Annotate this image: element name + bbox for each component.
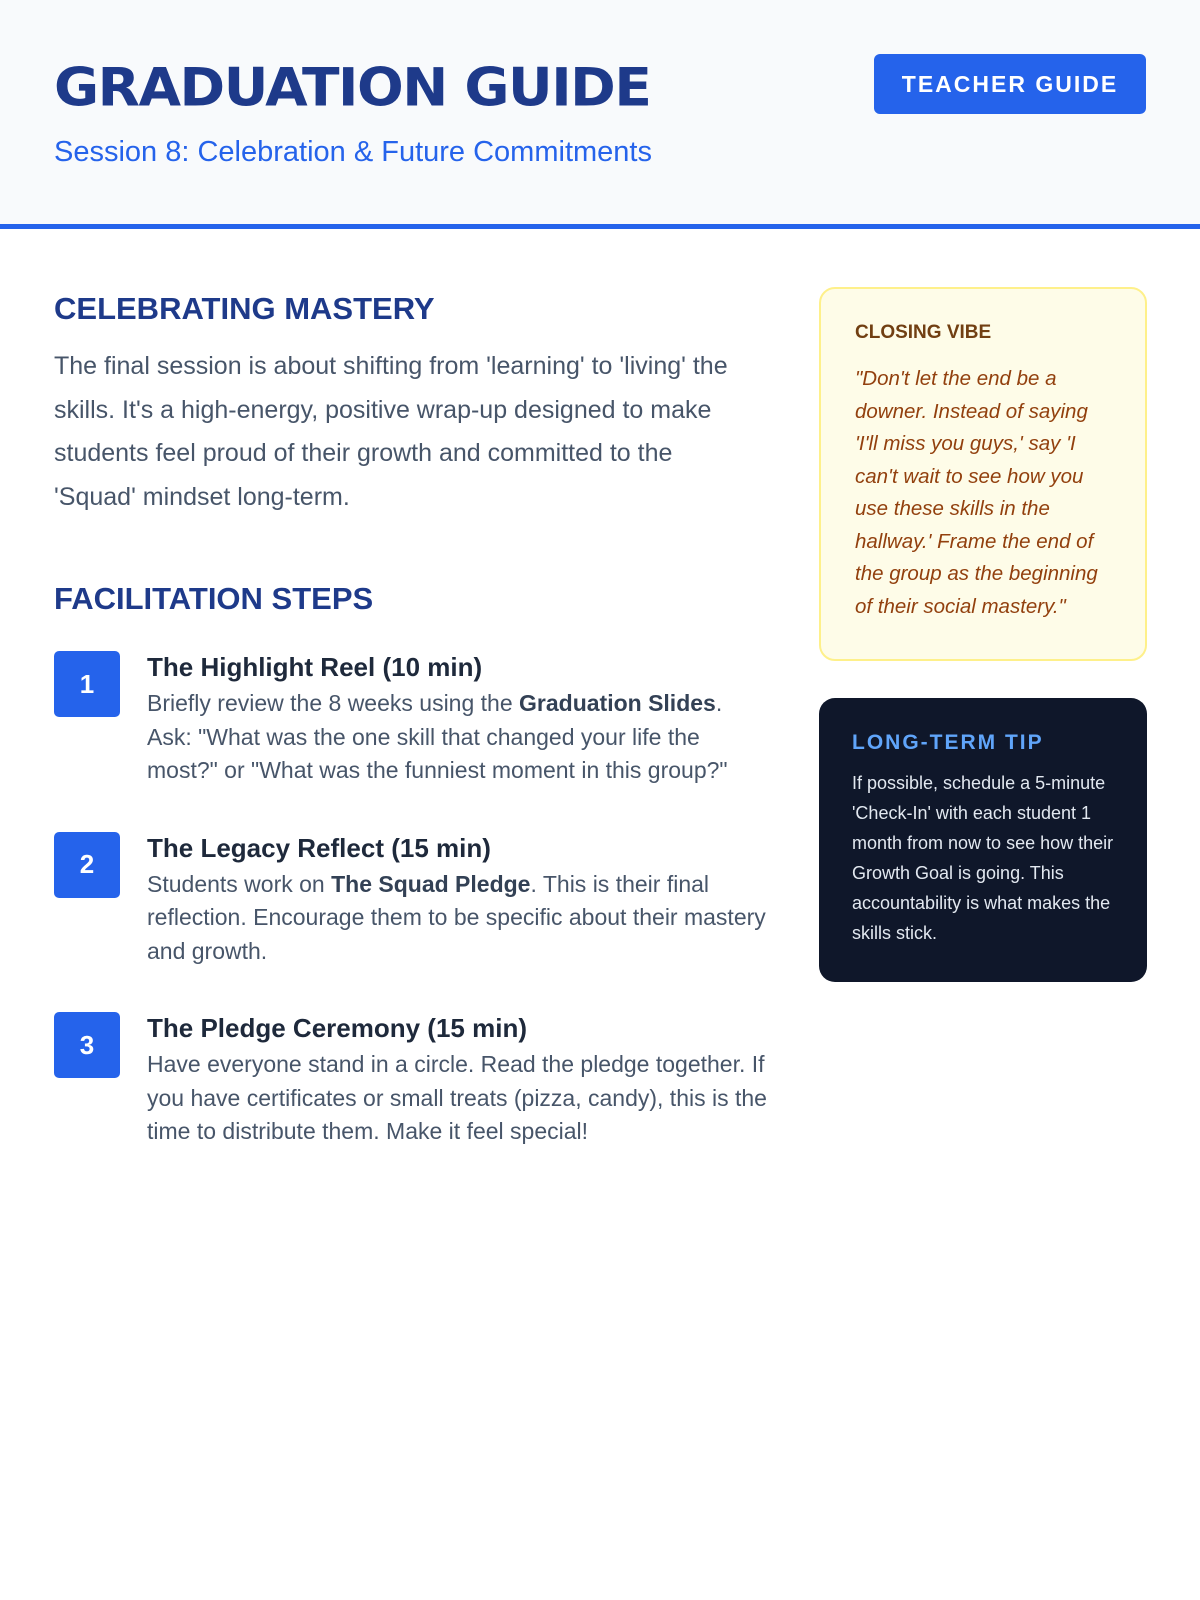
step-desc-bold: Graduation Slides [519, 690, 716, 716]
step-description [147, 687, 772, 788]
page-subtitle: Session 8: Celebration & Future Commitments [54, 136, 652, 168]
steps-list [54, 651, 774, 1149]
step-desc-text: Have everyone stand in a circle. Read the pledge together. If you have certificates or small treats (pizza, candy), this is the time to distribute them. Make it feel special! [147, 1051, 767, 1144]
long-term-tip-card [819, 698, 1147, 982]
step-title: The Highlight Reel (10 min) [147, 652, 483, 682]
intro-paragraph: The final session is about shifting from 'learning' to 'living' the skills. It's a high-energy, positive wrap-up designed to make students feel proud of their growth and committed to the 'Squad' mindset long-term. [54, 352, 728, 511]
closing-vibe-card [819, 287, 1147, 661]
step-description [147, 868, 772, 969]
step-description [147, 1048, 772, 1149]
left-column [54, 291, 774, 1193]
facilitation-steps-heading: FACILITATION STEPS [54, 581, 374, 616]
step-item [54, 651, 774, 788]
long-term-tip-title: LONG-TERM TIP [852, 731, 1044, 754]
step-number-badge: 3 [54, 1012, 120, 1078]
page-title: GRADUATION GUIDE [54, 56, 651, 118]
closing-vibe-title: CLOSING VIBE [855, 322, 992, 343]
step-item [54, 832, 774, 969]
step-desc-text: Briefly review the 8 weeks using the [147, 690, 520, 716]
step-item [54, 1012, 774, 1149]
step-title: The Legacy Reflect (15 min) [147, 832, 491, 863]
long-term-tip-body: If possible, schedule a 5-minute 'Check-In' with each student 1 month from now to see how their Growth Goal is going. This accountability is what makes the skills stick. [852, 773, 1114, 943]
step-desc-text: Students work on [147, 870, 332, 897]
step-desc-text: . Ask: "What was the one skill that changed your life the most?" or "What was the funniest moment in this group?" [147, 690, 728, 783]
step-title: The Pledge Ceremony (15 min) [147, 1013, 527, 1043]
step-number-badge: 2 [54, 832, 120, 898]
teacher-guide-button[interactable]: TEACHER GUIDE [874, 54, 1146, 114]
step-number-badge: 1 [54, 651, 120, 717]
celebrating-mastery-heading: CELEBRATING MASTERY [54, 291, 435, 326]
step-desc-bold: The Squad Pledge [331, 870, 531, 897]
step-desc-text: . This is their final reflection. Encourage them to be specific about their mastery and growth. [147, 870, 766, 964]
page-header [0, 0, 1200, 229]
closing-vibe-quote: "Don't let the end be a downer. Instead of saying 'I'll miss you guys,' say 'I can't wait to see how you use these skills in the hallway.' Frame the end of the group as the beginning of their social mastery." [855, 367, 1098, 618]
